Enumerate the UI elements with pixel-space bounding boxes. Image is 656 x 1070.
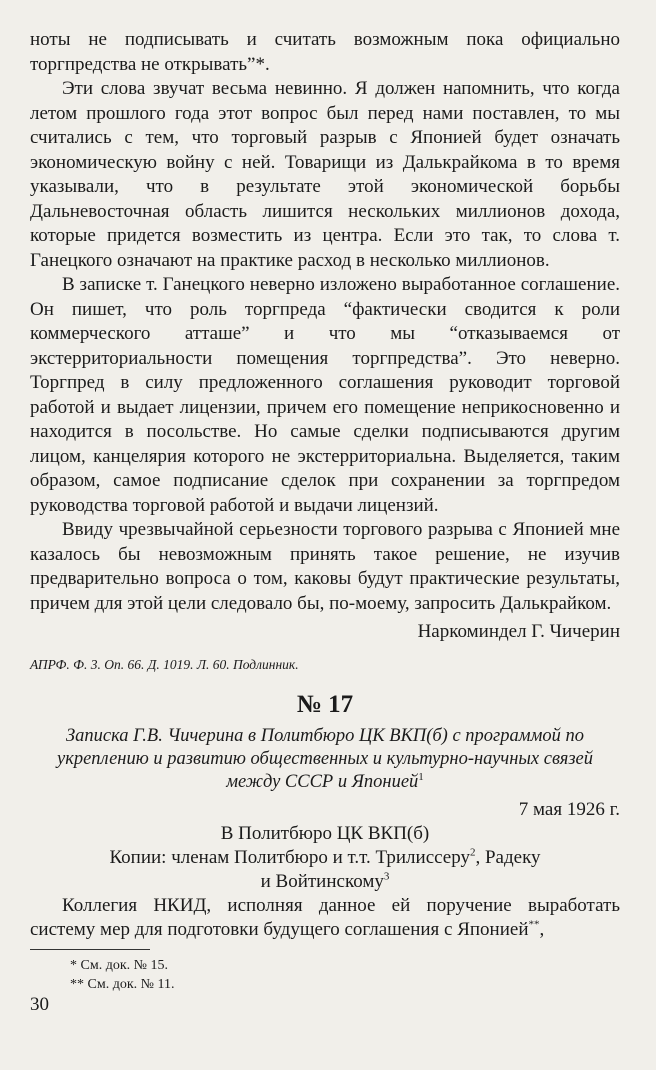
addressee: В Политбюро ЦК ВКП(б) [220, 822, 430, 844]
copies-text: Копии: членам Политбюро и т.т. Трилиссеру [109, 846, 470, 868]
paragraph: Ввиду чрезвычайной серьезности торгового разрыва с Японией мне казалось бы невозможным принять такое решение, не изучив предварительно вопроса о том, каковы будут практические результаты, причем для этой цели следовало бы, по-моему, запросить Далькрайком. [30, 519, 620, 614]
page-number: 30 [30, 994, 49, 1015]
paragraph-continuation: ноты не подписывать и считать возможным пока официально торгпредства не открывать”*. [30, 29, 620, 75]
footnote-ref: ** [528, 918, 540, 931]
paragraph: Эти слова звучат весьма невинно. Я должен напомнить, что когда летом прошлого года этот вопрос был перед нами поставлен, то мы считались с тем, что торговый разрыв с Японией будет означать экономическую войну с ней. Товарищи из Далькрайкома в то время указывали, что в результате этой экономической борьбы Дальневосточная область лишится нескольких миллионов дохода, которые придется возместить из центра. Если это так, то слова т. Ганецкого означают на практике расход в несколько миллионов. [30, 78, 620, 271]
paragraph: В записке т. Ганецкого неверно изложено выработанное соглашение. Он пишет, что роль торгпреда “фактически сводится к роли коммерческого атташе” и что мы “отказываемся от экстерриториальности помещения торгпредства”. Это неверно. Торгпред в силу предложенного соглашения руководит торговой работой и выдает лицензии, причем его помещение неприкосновенно и находится в посольстве. Но самые сделки подписываются другим лицом, канцелярия которого не экстерриториальна. Выделяется, таким образом, самое подписание сделок при сохранении за торгпредом руководства торговой работой и выдачи лицензий. [30, 274, 620, 516]
last-paragraph-text: Коллегия НКИД, исполняя данное ей поручение выработать систему мер для подготовки будущего соглашения с Японией [30, 894, 620, 940]
document-title [30, 725, 620, 794]
footnote-ref: 1 [418, 770, 424, 783]
copies-text-2: и Войтинскому [260, 870, 384, 892]
document-body [30, 28, 620, 994]
footnote: * См. док. № 15. [70, 957, 168, 973]
footnote: ** См. док. № 11. [70, 976, 175, 992]
last-paragraph-end: , [539, 919, 545, 940]
paragraph [30, 894, 620, 943]
footnote-ref: 3 [383, 870, 390, 883]
document-number: № 17 [296, 690, 354, 718]
document-date: 7 мая 1926 г. [518, 798, 620, 820]
archive-source: АПРФ. Ф. 3. Оп. 66. Д. 1019. Л. 60. Подлинник. [30, 656, 299, 672]
copies-line-2 [30, 870, 620, 894]
copies-line [30, 846, 620, 870]
footnote-ref: 2 [469, 846, 476, 859]
copies-text-end: , Радеку [475, 846, 541, 868]
signature: Наркоминдел Г. Чичерин [417, 621, 620, 642]
document-title-text: Записка Г.В. Чичерина в Политбюро ЦК ВКП(б) с программой по укреплению и развитию общественных и культурно-научных связей между СССР и Японией [56, 725, 594, 792]
footnote-divider [30, 949, 150, 950]
